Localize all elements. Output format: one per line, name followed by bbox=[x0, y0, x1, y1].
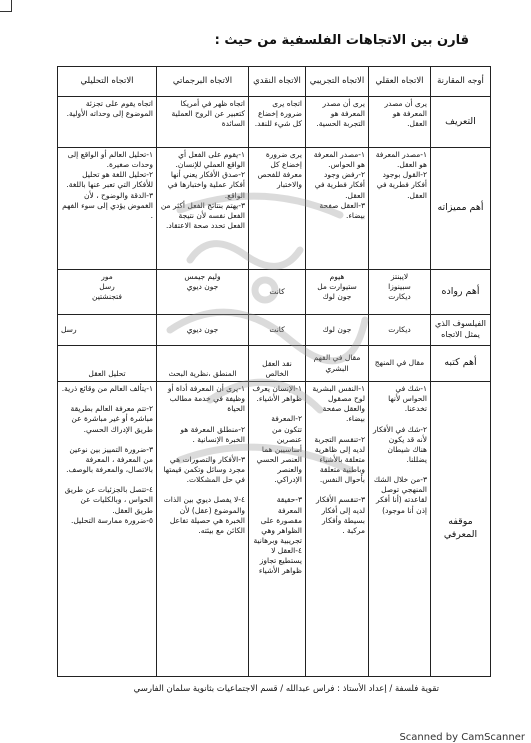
cell-features-analytic: ١-تحليل العالم أو الواقع إلى وحدات صغيرة. ٢-تحليل اللغة هو تحليل للأفكار التي تعبر عنها باللغة. ٣-الدقة والوضوح ، لأن الغموض يؤدي إلى سوء الفهم . bbox=[58, 148, 157, 270]
cell-position-pragmatic: ١-يرى أن المعرفة أداة أو وظيفة في خدمة مطالب الحياة ٢-منطلق المعرفة هو الخبرة الإنسانية . ٣-الأفكار والتصورات هي مجرد وسائل وتكمن قيمتها في حل المشكلات. ٤-لا يفصل ديوي بين الذات والموضوع (عقل) لأن الخبرة هي حصيلة تفاعل الكائن مع بيئته. bbox=[157, 382, 249, 677]
cell-pioneers-critical: كانت bbox=[249, 270, 306, 315]
header-rational: الاتجاه العقلي bbox=[369, 67, 431, 97]
footer-credit: تقوية فلسفة / إعداد الأستاذ : فراس عبدالله / قسم الاجتماعيات بثانوية سلمان الفارسي bbox=[133, 684, 439, 694]
cell-definition-pragmatic: اتجاه ظهر في أمريكا كتعبير عن الروح العملية السائدة bbox=[157, 97, 249, 148]
cell-philosopher-rational: ديكارت bbox=[369, 315, 431, 346]
cell-features-pragmatic: ١-يقوم على الفعل أي الواقع العملي للإنسان. ٢-صدق الأفكار يعني أنها أفكار عملية واختبارها في الواقع. ٣-يهتم بنتائج الفعل أكثر من الفعل نفسه لأن نتيجة الفعل تحدد صحة الاعتقاد. bbox=[157, 148, 249, 270]
header-empirical: الاتجاه التجريبي bbox=[306, 67, 369, 97]
row-label-definition: التعريف bbox=[431, 97, 491, 148]
row-label-position: موقفه المعرفي bbox=[431, 382, 491, 677]
cell-pioneers-analytic: مور رسل فتجنشتين bbox=[58, 270, 157, 315]
cell-position-critical: ١-الإنسان يعرف ظواهر الأشياء. ٢-المعرفة تتكون من عنصرين أساسيين هما العنصر الحسي والعنصر الإدراكي. ٣-حقيقة المعرفة مقصورة على الظواهر وهي تجريبية وبرهانية ٤-العقل لا يستطيع تجاوز ظواهر الأشياء bbox=[249, 382, 306, 677]
cell-books-pragmatic: المنطق ،نظرية البحث bbox=[157, 346, 249, 382]
row-books bbox=[58, 346, 491, 382]
row-label-philosopher: الفيلسوف الذي يمثل الاتجاه bbox=[431, 315, 491, 346]
cell-features-critical: يرى ضرورة إخضاع كل معرفة للفحص والاختبار bbox=[249, 148, 306, 270]
cell-pioneers-empirical: هيوم ستيوارت مل جون لوك bbox=[306, 270, 369, 315]
cell-philosopher-critical: كانت bbox=[249, 315, 306, 346]
row-pioneers bbox=[58, 270, 491, 315]
cell-definition-empirical: يرى أن مصدر المعرفة هو التجربة الحسية. bbox=[306, 97, 369, 148]
table-header-row bbox=[58, 67, 491, 97]
cell-philosopher-empirical: جون لوك bbox=[306, 315, 369, 346]
cell-features-rational: ١-مصدر المعرفة هو العقل. ٢-القول بوجود أفكار فطرية في العقل. bbox=[369, 148, 431, 270]
cell-books-critical: نقد العقل الخالص bbox=[249, 346, 306, 382]
cell-definition-analytic: اتجاه يقوم على تجزئة الموضوع إلى وحداته الأولية. bbox=[58, 97, 157, 148]
row-label-features: أهم مميزاته bbox=[431, 148, 491, 270]
comparison-table bbox=[57, 66, 491, 677]
cell-position-empirical: ١-النفس البشرية لوح مصقول والعقل صفحة بيضاء. ٢-تنقسم التجربة لديه إلى ظاهرية متعلقة بالأشياء وباطنية متعلقة بأحوال النفس. ٣-تنقسم الأفكار لديه إلى أفكار بسيطة وأفكار مركبة . bbox=[306, 382, 369, 677]
cell-pioneers-pragmatic: وليم جيمس جون ديوي bbox=[157, 270, 249, 315]
cell-position-analytic: ١-يتألف العالم من وقائع ذرية. ٢-تتم معرفة العالم بطريقة مباشرة أو غير مباشرة عن طريق الإدراك الحسي. ٣-ضرورة التمييز بين نوعين من المعرفة ، المعرفة بالاتصال، والمعرفة بالوصف. ٤-تتصل بالجزئيات عن طريق الحواس ، وبالكليات عن طريق العقل. ٥-ضرورة ممارسة التحليل. bbox=[58, 382, 157, 677]
cell-position-rational: ١-شك في الحواس لأنها تخدعنا. ٢-شك في الأفكار لأنه قد يكون هناك شيطان يضللنا. ٣-من خلال الشك المنهجي توصل لقاعدته (أنا أفكر إذن أنا موجود) bbox=[369, 382, 431, 677]
cell-books-empirical: مقال في الفهم البشري bbox=[306, 346, 369, 382]
row-position bbox=[58, 382, 491, 677]
page-title: قارن بين الاتجاهات الفلسفية من حيث : bbox=[214, 33, 469, 48]
cell-definition-critical: اتجاه يرى ضرورة إخضاع كل شيء للنقد. bbox=[249, 97, 306, 148]
page-corner-mark bbox=[0, 0, 12, 12]
cell-pioneers-rational: لايبنتز سبينوزا ديكارت bbox=[369, 270, 431, 315]
header-critical: الاتجاه النقدي bbox=[249, 67, 306, 97]
header-analytic: الاتجاه التحليلي bbox=[58, 67, 157, 97]
header-criteria: أوجه المقارنة bbox=[431, 67, 491, 97]
row-philosopher bbox=[58, 315, 491, 346]
cell-definition-rational: يرى أن مصدر المعرفة هو العقل. bbox=[369, 97, 431, 148]
cell-features-empirical: ١-مصدر المعرفة هو الحواس. ٢-رفض وجود أفكار فطرية في العقل. ٣-العقل صفحة بيضاء. bbox=[306, 148, 369, 270]
header-pragmatic: الاتجاه البرجماتي bbox=[157, 67, 249, 97]
row-label-books: أهم كتبه bbox=[431, 346, 491, 382]
cell-philosopher-analytic: رسل bbox=[58, 315, 157, 346]
cell-books-analytic: تحليل العقل bbox=[58, 346, 157, 382]
row-definition bbox=[58, 97, 491, 148]
row-features bbox=[58, 148, 491, 270]
row-label-pioneers: أهم رواده bbox=[431, 270, 491, 315]
scanner-watermark: Scanned by CamScanner bbox=[399, 732, 525, 743]
cell-philosopher-pragmatic: جون ديوي bbox=[157, 315, 249, 346]
cell-books-rational: مقال في المنهج bbox=[369, 346, 431, 382]
